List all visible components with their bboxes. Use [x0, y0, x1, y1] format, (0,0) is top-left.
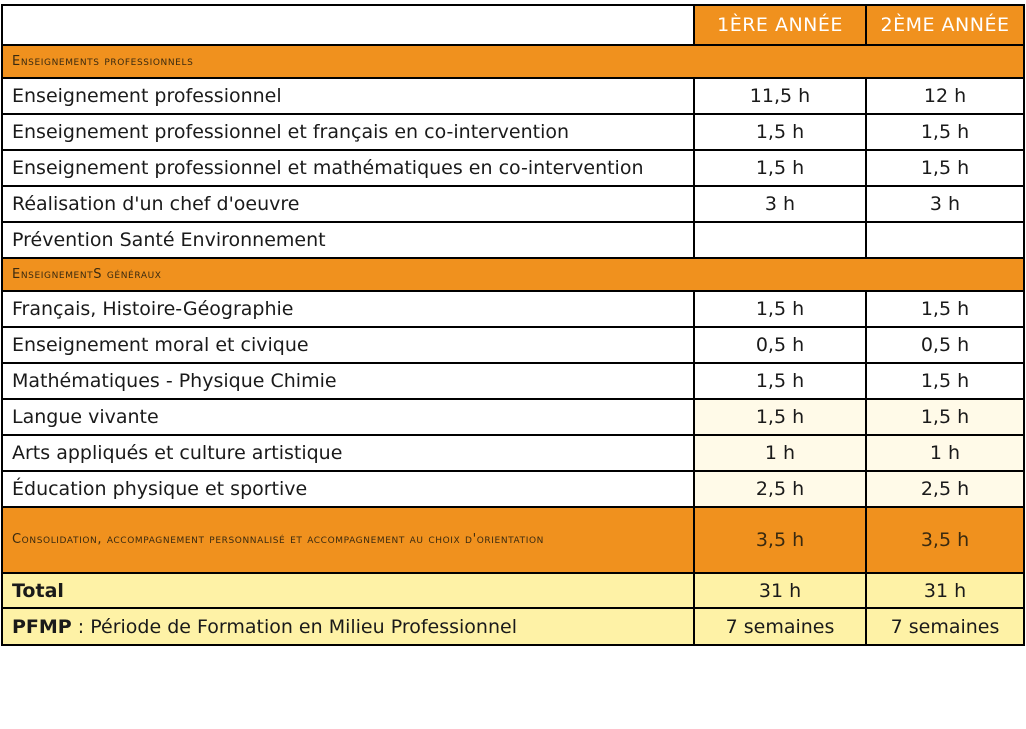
consolidation-year2-hours: 3,5 h	[866, 507, 1024, 573]
table-row	[2, 399, 1024, 435]
table-row	[2, 327, 1024, 363]
row-year2-hours: 1 h	[866, 435, 1024, 471]
pfmp-abbr: PFMP	[12, 615, 72, 638]
table-row	[2, 363, 1024, 399]
row-label: Langue vivante	[2, 399, 694, 435]
row-year2-hours: 1,5 h	[866, 399, 1024, 435]
row-label: Français, Histoire-Géographie	[2, 291, 694, 327]
hours-table	[1, 4, 1025, 646]
row-year1-hours: 11,5 h	[694, 78, 866, 114]
header-year1: 1ÈRE ANNÉE	[694, 5, 866, 45]
row-label: Enseignement professionnel et mathématiques en co-intervention	[2, 150, 694, 186]
row-year1-hours: 1,5 h	[694, 399, 866, 435]
row-label: Enseignement professionnel	[2, 78, 694, 114]
total-row	[2, 573, 1024, 608]
table-row	[2, 186, 1024, 222]
row-label: Éducation physique et sportive	[2, 471, 694, 507]
row-year2-hours: 1,5 h	[866, 291, 1024, 327]
row-year1-hours	[694, 222, 866, 258]
row-label: Mathématiques - Physique Chimie	[2, 363, 694, 399]
consolidation-row	[2, 507, 1024, 573]
row-label: Réalisation d'un chef d'oeuvre	[2, 186, 694, 222]
pfmp-year2: 7 semaines	[866, 608, 1024, 645]
row-year2-hours: 1,5 h	[866, 150, 1024, 186]
row-year1-hours: 3 h	[694, 186, 866, 222]
row-year2-hours: 1,5 h	[866, 114, 1024, 150]
row-label: Arts appliqués et culture artistique	[2, 435, 694, 471]
row-year2-hours: 0,5 h	[866, 327, 1024, 363]
total-year2-hours: 31 h	[866, 573, 1024, 608]
header-empty-cell	[2, 5, 694, 45]
row-year1-hours: 1,5 h	[694, 150, 866, 186]
row-year1-hours: 1 h	[694, 435, 866, 471]
consolidation-year1-hours: 3,5 h	[694, 507, 866, 573]
pfmp-label	[2, 608, 694, 645]
row-label: Prévention Santé Environnement	[2, 222, 694, 258]
section-title-professional: Enseignements professionnels	[2, 45, 1024, 78]
total-label: Total	[2, 573, 694, 608]
total-year1-hours: 31 h	[694, 573, 866, 608]
section-row-professional	[2, 45, 1024, 78]
pfmp-description: : Période de Formation en Milieu Professionnel	[71, 615, 517, 638]
header-year2: 2ÈME ANNÉE	[866, 5, 1024, 45]
row-year2-hours: 3 h	[866, 186, 1024, 222]
section-row-general	[2, 258, 1024, 291]
row-label: Enseignement professionnel et français en co-intervention	[2, 114, 694, 150]
table-row	[2, 471, 1024, 507]
row-year2-hours: 1,5 h	[866, 363, 1024, 399]
row-year2-hours: 12 h	[866, 78, 1024, 114]
section-title-general: EnseignementS généraux	[2, 258, 1024, 291]
row-year2-hours	[866, 222, 1024, 258]
table-row	[2, 150, 1024, 186]
row-year1-hours: 2,5 h	[694, 471, 866, 507]
table-row	[2, 78, 1024, 114]
pfmp-row	[2, 608, 1024, 645]
row-year1-hours: 1,5 h	[694, 363, 866, 399]
row-year1-hours: 1,5 h	[694, 114, 866, 150]
table-row	[2, 435, 1024, 471]
header-row	[2, 5, 1024, 45]
row-label: Enseignement moral et civique	[2, 327, 694, 363]
row-year2-hours: 2,5 h	[866, 471, 1024, 507]
row-year1-hours: 1,5 h	[694, 291, 866, 327]
consolidation-label: Consolidation, accompagnement personnalisé et accompagnement au choix d'orientation	[2, 507, 694, 573]
pfmp-year1: 7 semaines	[694, 608, 866, 645]
table-row	[2, 114, 1024, 150]
table-row	[2, 222, 1024, 258]
row-year1-hours: 0,5 h	[694, 327, 866, 363]
table-row	[2, 291, 1024, 327]
